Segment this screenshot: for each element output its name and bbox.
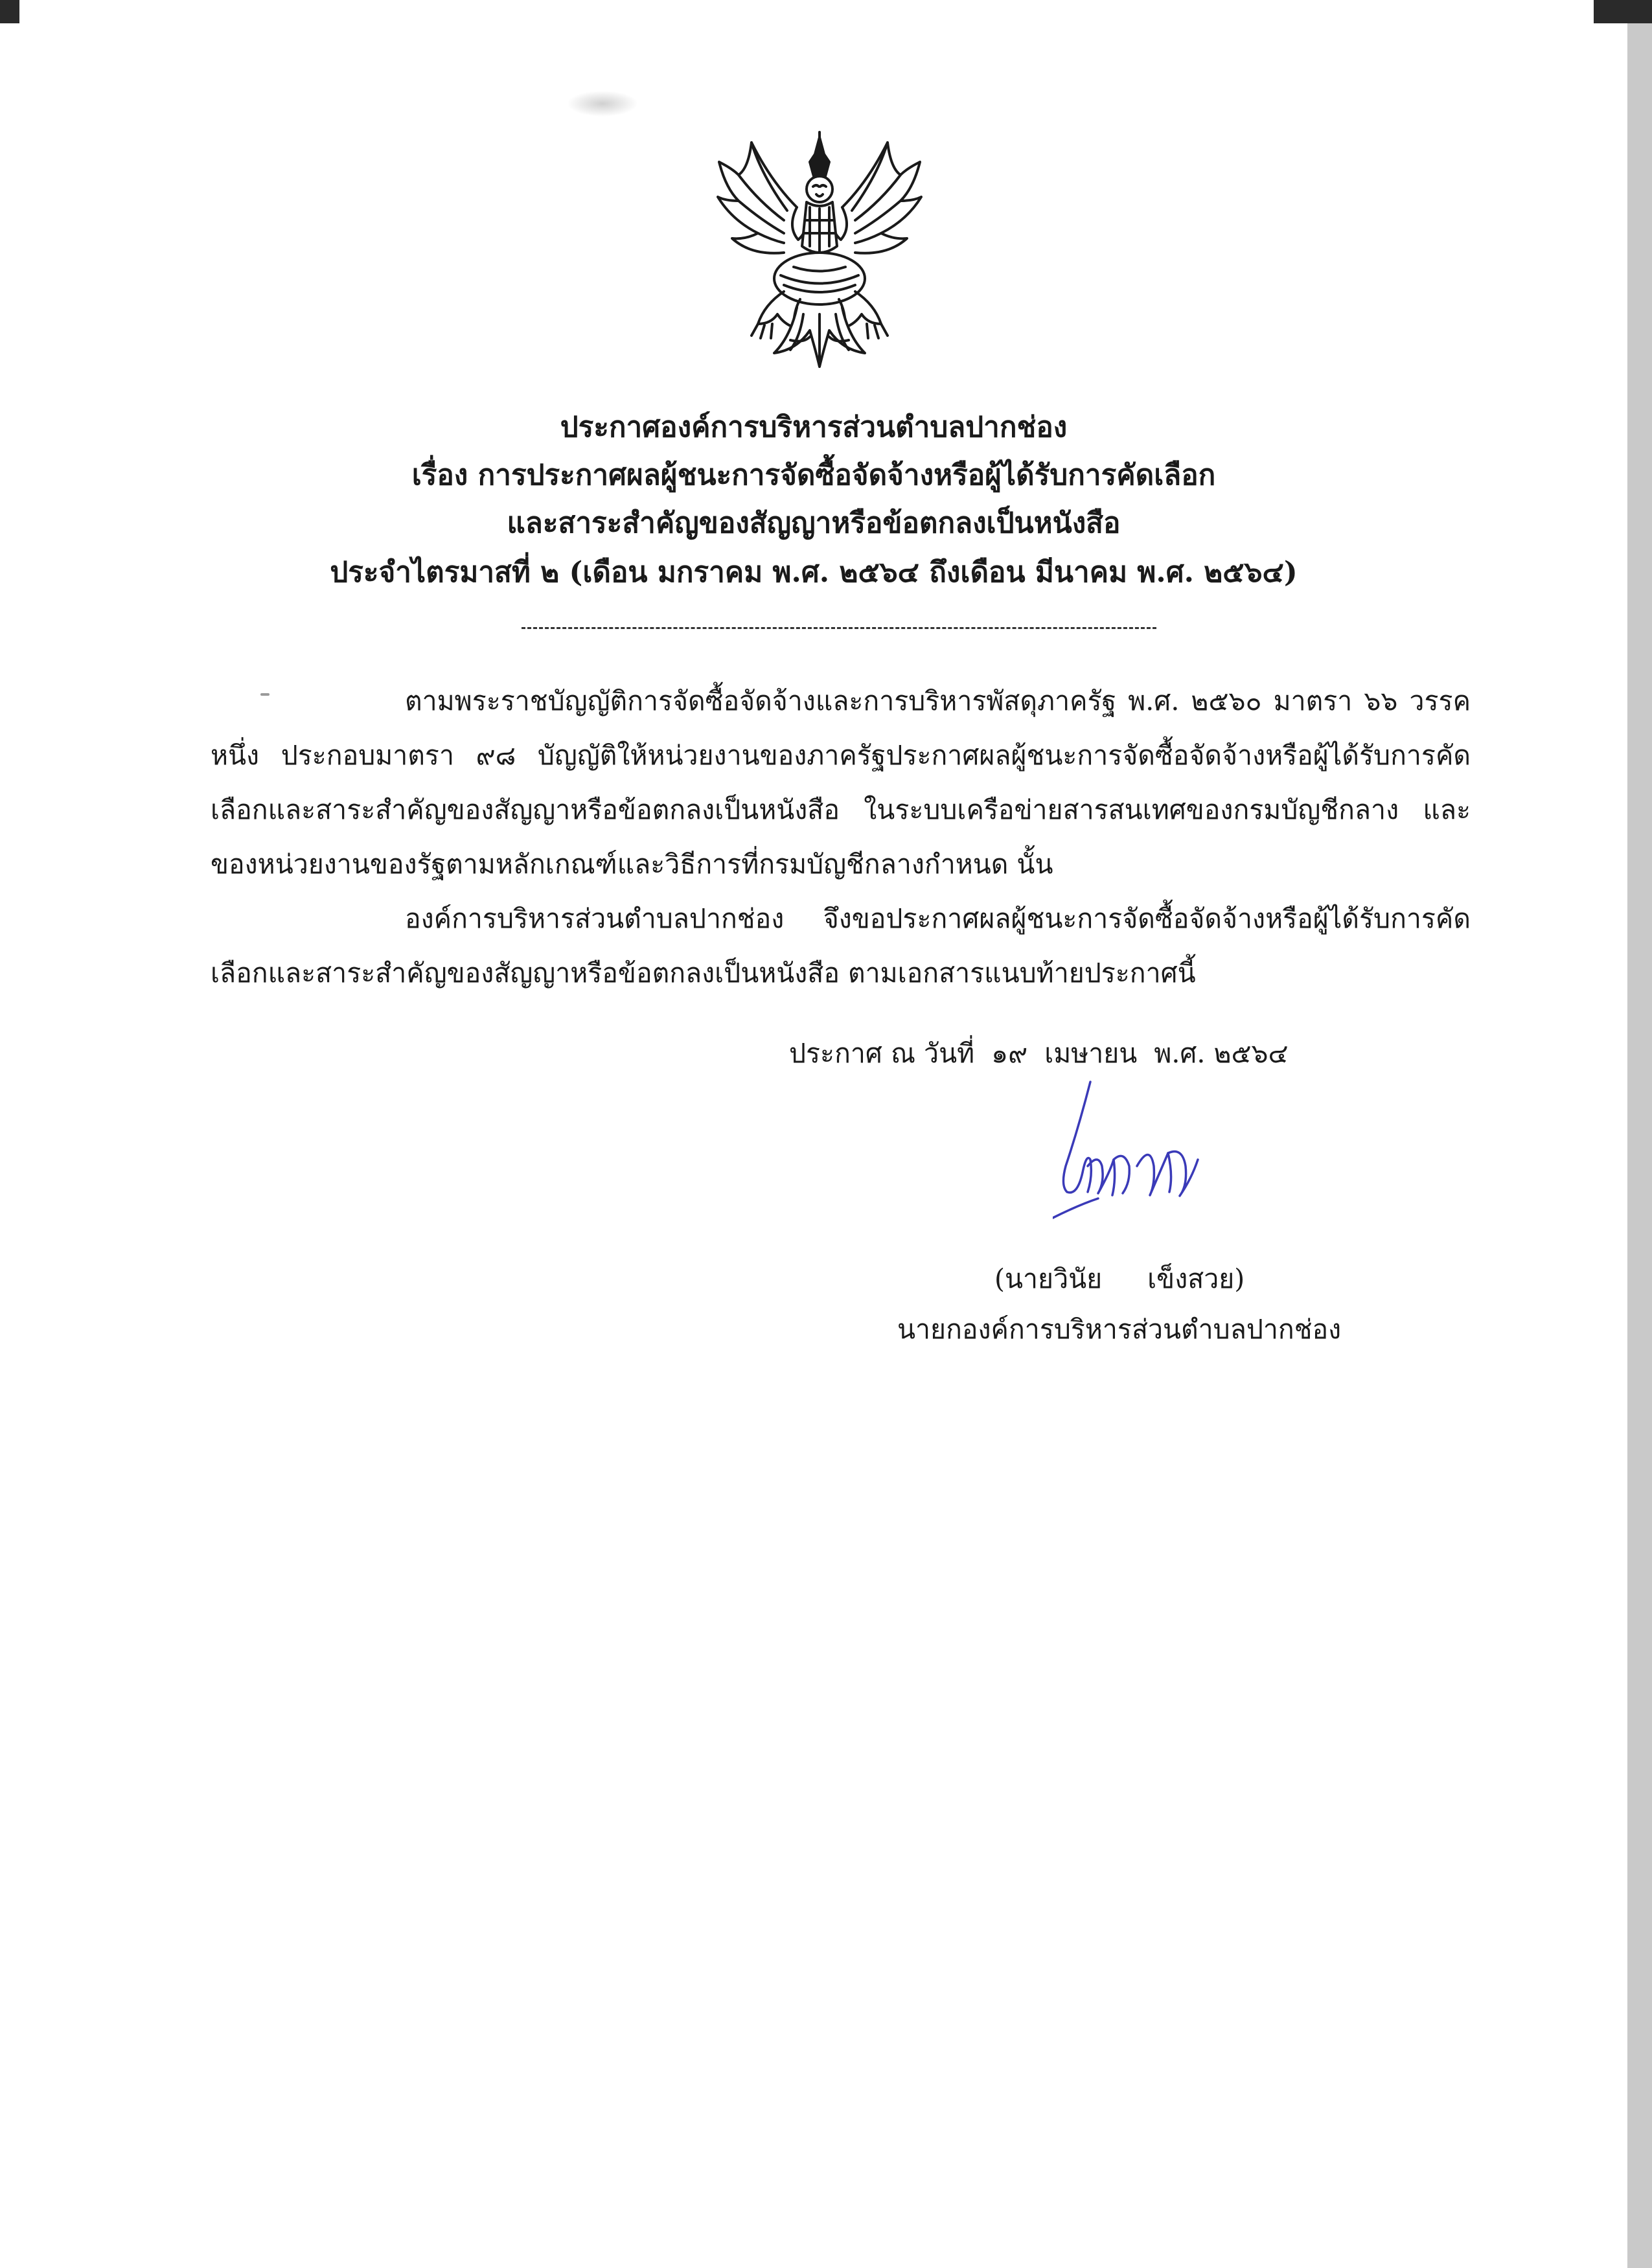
signer-last-name: เข็งสวย) (1147, 1263, 1245, 1294)
date-prefix: ประกาศ ณ วันที่ (789, 1038, 975, 1069)
signer-title: นายกองค์การบริหารส่วนตำบลปากช่อง (897, 1314, 1342, 1345)
date-year: พ.ศ. ๒๕๖๔ (1154, 1038, 1289, 1069)
body-paragraph-2-text: องค์การบริหารส่วนตำบลปากช่อง จึงขอประกาศผลผู้ชนะการจัดซื้อจัดจ้างหรือผู้ได้รับการคัดเลือกและสาระสำคัญของสัญญาหรือข้อตกลงเป็นหนังสือ ตามเอกสารแนบท้ายประกาศนี้ (211, 903, 1471, 989)
scan-corner-top-right (1594, 0, 1652, 23)
date-day: ๑๙ (991, 1038, 1028, 1069)
scan-corner-top-left (0, 0, 19, 23)
scan-edge-right (1627, 0, 1652, 2268)
signature (1053, 1069, 1221, 1237)
body-paragraph-1-text: ตามพระราชบัญญัติการจัดซื้อจัดจ้างและการบริหารพัสดุภาครัฐ พ.ศ. ๒๕๖๐ มาตรา ๖๖ วรรคหนึ่ง ประกอบมาตรา ๙๘ บัญญัติให้หน่วยงานของภาครัฐประกาศผลผู้ชนะการจัดซื้อจัดจ้างหรือผู้ได้รับการคัดเลือกและสาระสำคัญของสัญญาหรือข้อตกลงเป็นหนังสือ ในระบบเครือข่ายสารสนเทศของกรมบัญชีกลาง และของหน่วยงานของรัฐตามหลักเกณฑ์และวิธีการที่กรมบัญชีกลางกำหนด นั้น (211, 685, 1471, 880)
garuda-emblem (713, 130, 926, 369)
scan-smudge (567, 91, 638, 117)
announcement-subject: เรื่อง การประกาศผลผู้ชนะการจัดซื้อจัดจ้างหรือผู้ได้รับการคัดเลือก (411, 459, 1216, 492)
date-month: เมษายน (1044, 1038, 1138, 1069)
announcement-period: ประจำไตรมาสที่ ๒ (เดือน มกราคม พ.ศ. ๒๕๖๔ ถึงเดือน มีนาคม พ.ศ. ๒๕๖๔) (330, 556, 1298, 589)
announcement-title: ประกาศองค์การบริหารส่วนตำบลปากช่อง (560, 411, 1068, 444)
signer-first-name: (นายวินัย (994, 1263, 1103, 1294)
announcement-subject-continued: และสาระสำคัญของสัญญาหรือข้อตกลงเป็นหนังสือ (507, 507, 1121, 540)
signer-name (994, 1258, 1245, 1300)
dashed-divider (522, 627, 1156, 629)
body-paragraph-2 (211, 891, 1471, 1000)
body-paragraph-1 (211, 674, 1471, 891)
